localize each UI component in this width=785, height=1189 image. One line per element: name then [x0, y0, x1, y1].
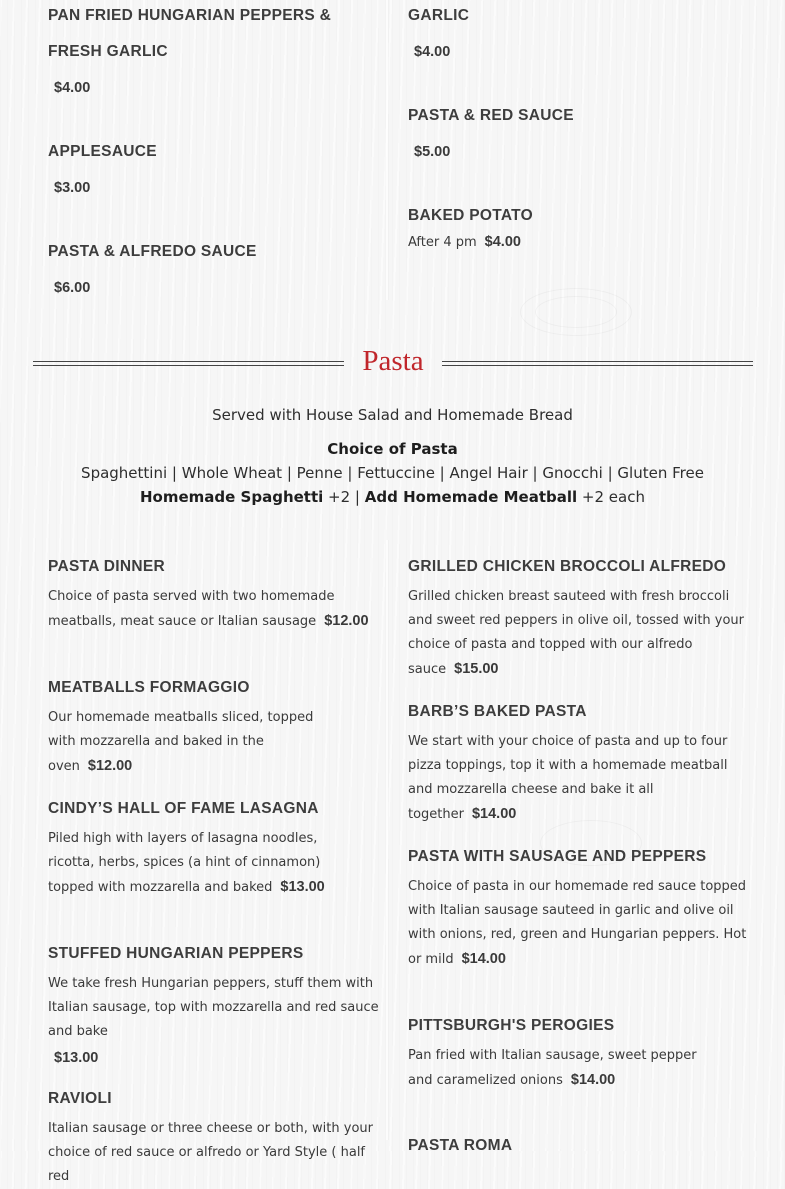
item-price: $4.00 — [54, 80, 91, 96]
section-title: Pasta — [362, 345, 424, 377]
item-price: $12.00 — [324, 613, 369, 629]
item-name: GRILLED CHICKEN BROCCOLI ALFREDO — [408, 558, 727, 575]
menu-item — [408, 198, 748, 255]
menu-item — [408, 549, 748, 682]
menu-item — [408, 839, 748, 972]
item-description: Grilled chicken breast sauteed with fresh broccoli and sweet red peppers in olive oil, tossed with your choice of pasta and topped with our alfredo sauce — [408, 589, 745, 677]
item-name: BARB’S BAKED PASTA — [408, 703, 587, 720]
item-name: PASTA ROMA — [408, 1137, 513, 1154]
menu-item — [408, 1008, 748, 1093]
addon-homemade-spaghetti: Homemade Spaghetti — [140, 488, 324, 506]
menu-item — [48, 134, 388, 201]
item-name: BAKED POTATO — [408, 207, 534, 224]
item-price: $14.00 — [471, 806, 517, 822]
item-price: $12.00 — [87, 758, 133, 774]
menu-item — [408, 98, 748, 165]
menu-item — [48, 1081, 388, 1189]
addon-meatball: Add Homemade Meatball — [364, 488, 578, 506]
item-description: Italian sausage or three cheese or both, with your choice of red sauce or alfredo or Yard Style ( half red — [48, 1121, 373, 1184]
double-rule-left — [33, 361, 344, 366]
item-description: Our homemade meatballs sliced, topped with mozzarella and baked in the oven — [48, 710, 314, 774]
choice-heading: Choice of Pasta — [327, 440, 458, 458]
menu-item — [48, 791, 388, 900]
item-name: MEATBALLS FORMAGGIO — [48, 679, 250, 696]
item-price: $5.00 — [414, 144, 451, 160]
item-name: PASTA DINNER — [48, 558, 165, 575]
item-description: Choice of pasta served with two homemade meatballs, meat sauce or Italian sausage — [48, 589, 335, 629]
addon-homemade-price: +2 | — [323, 488, 365, 506]
item-price: $4.00 — [484, 234, 521, 250]
item-name: CINDY’S HALL OF FAME LASAGNA — [48, 800, 319, 817]
menu-item — [48, 936, 388, 1071]
item-description: Pan fried with Italian sausage, sweet pepper and caramelized onions — [408, 1048, 697, 1088]
item-name: PASTA & ALFREDO SAUCE — [48, 243, 257, 260]
item-name: STUFFED HUNGARIAN PEPPERS — [48, 945, 304, 962]
menu-item — [408, 1128, 748, 1164]
section-header — [33, 343, 753, 383]
wood-grain-decoration — [535, 296, 617, 328]
item-price: $3.00 — [54, 180, 91, 196]
menu-item — [48, 549, 388, 634]
item-name: PASTA & RED SAUCE — [408, 107, 574, 124]
item-price: $13.00 — [280, 879, 325, 895]
item-description: Piled high with layers of lasagna noodles, ricotta, herbs, spices (a hint of cinnamon) topped with mozzarella and baked — [48, 831, 321, 895]
item-note: After 4 pm — [408, 235, 477, 250]
menu-item — [48, 670, 388, 779]
addon-line — [0, 485, 785, 509]
served-with-note: Served with House Salad and Homemade Bread — [212, 406, 573, 424]
item-description: We start with your choice of pasta and up to four pizza toppings, top it with a homemade meatball and mozzarella cheese and bake it all together — [408, 734, 728, 822]
item-price: $14.00 — [570, 1072, 616, 1088]
menu-item — [408, 694, 748, 827]
addon-meatball-price: +2 each — [577, 488, 645, 506]
double-rule-right — [442, 361, 753, 366]
item-name: PITTSBURGH'S PEROGIES — [408, 1017, 615, 1034]
item-name: APPLESAUCE — [48, 143, 157, 160]
item-price: $6.00 — [54, 280, 91, 296]
item-description: Choice of pasta in our homemade red sauce topped with Italian sausage sauteed in garlic and olive oil with onions, red, green and Hungarian peppers. Hot or mild — [408, 879, 747, 967]
item-description: We take fresh Hungarian peppers, stuff them with Italian sausage, top with mozzarella and red sauce and bake — [48, 976, 379, 1039]
item-price: $14.00 — [461, 951, 506, 967]
item-name: PASTA WITH SAUSAGE AND PEPPERS — [408, 848, 707, 865]
pasta-choices: Spaghettini | Whole Wheat | Penne | Fettuccine | Angel Hair | Gnocchi | Gluten Free — [81, 464, 704, 482]
item-price: $4.00 — [414, 44, 451, 60]
menu-item — [48, 0, 388, 101]
item-name: GARLIC — [408, 7, 470, 24]
item-name: PAN FRIED HUNGARIAN PEPPERS & FRESH GARLIC — [48, 7, 332, 60]
item-price: $15.00 — [454, 661, 499, 677]
item-name: RAVIOLI — [48, 1090, 112, 1107]
menu-item — [408, 0, 748, 65]
item-price: $13.00 — [54, 1050, 99, 1066]
menu-item — [48, 234, 388, 301]
